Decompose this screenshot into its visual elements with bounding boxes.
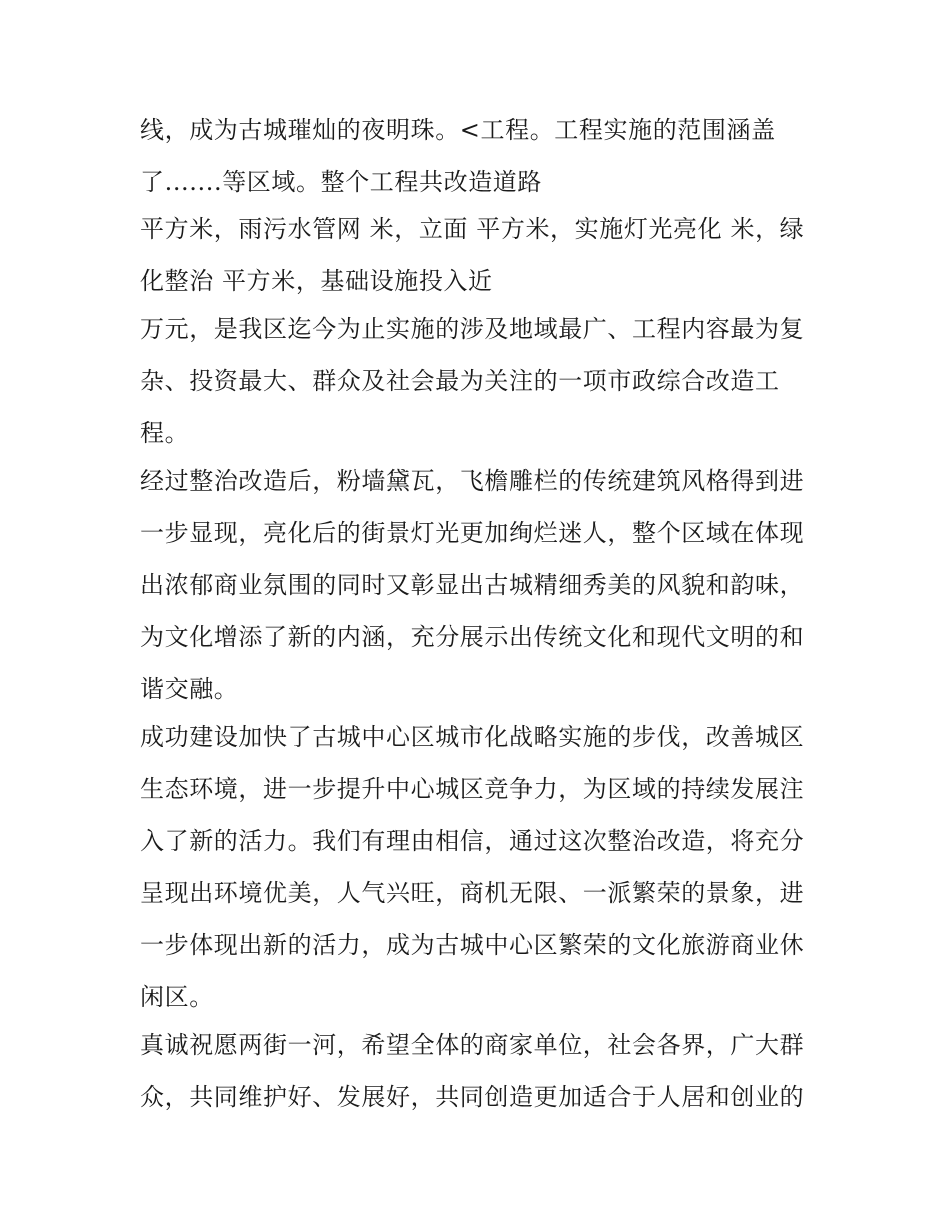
text-line: 众，共同维护好、发展好，共同创造更加适合于人居和创业的 bbox=[140, 1083, 805, 1111]
text-line: 线，成为古城璀灿的夜明珠。<工程。工程实施的范围涵盖 bbox=[140, 116, 776, 144]
text-line: 出浓郁商业氛围的同时又彰显出古城精细秀美的风貌和韵味， bbox=[140, 571, 805, 599]
text-line: 平方米，雨污水管网 米，立面 平方米，实施灯光亮化 米，绿 bbox=[140, 215, 805, 243]
text-line: 万元，是我区迄今为止实施的涉及地域最广、工程内容最为复 bbox=[140, 315, 805, 343]
text-line: 成功建设加快了古城中心区城市化战略实施的步伐，改善城区 bbox=[140, 723, 805, 751]
text-line: 程。 bbox=[140, 419, 190, 447]
text-line: 生态环境，进一步提升中心城区竞争力，为区域的持续发展注 bbox=[140, 775, 805, 803]
text-line: 入了新的活力。我们有理由相信，通过这次整治改造，将充分 bbox=[140, 827, 805, 855]
text-line: 闲区。 bbox=[140, 983, 214, 1011]
text-line: 化整治 平方米，基础设施投入近 bbox=[140, 267, 493, 295]
text-line: 为文化增添了新的内涵，充分展示出传统文化和现代文明的和 bbox=[140, 623, 805, 651]
text-line: 了.......等区域。整个工程共改造道路 bbox=[140, 168, 543, 196]
text-line: 一步体现出新的活力，成为古城中心区繁荣的文化旅游商业休 bbox=[140, 931, 805, 959]
text-line: 一步显现，亮化后的街景灯光更加绚烂迷人，整个区域在体现 bbox=[140, 519, 805, 547]
text-line: 真诚祝愿两街一河，希望全体的商家单位，社会各界，广大群 bbox=[140, 1031, 805, 1059]
text-line: 经过整治改造后，粉墙黛瓦，飞檐雕栏的传统建筑风格得到进 bbox=[140, 467, 805, 495]
text-line: 谐交融。 bbox=[140, 675, 239, 703]
text-line: 杂、投资最大、群众及社会最为关注的一项市政综合改造工 bbox=[140, 367, 780, 395]
text-line: 呈现出环境优美，人气兴旺，商机无限、一派繁荣的景象，进 bbox=[140, 879, 805, 907]
